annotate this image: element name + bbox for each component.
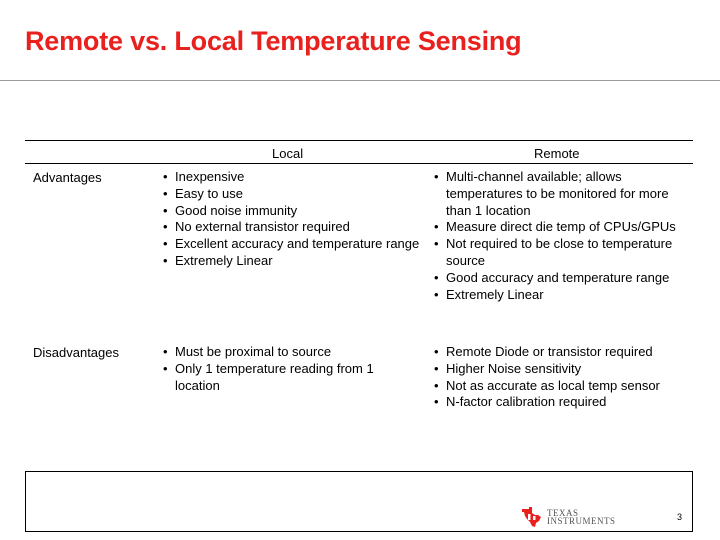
list-item: • Measure direct die temp of CPUs/GPUs: [434, 219, 692, 236]
list-item: • Higher Noise sensitivity: [434, 361, 696, 378]
list-item: • Multi-channel available; allows temperatures to be monitored for more than 1 location: [434, 169, 692, 219]
disadvantages-remote-list: [434, 344, 696, 411]
list-item: • Extremely Linear: [434, 287, 692, 304]
list-item: • Must be proximal to source: [163, 344, 413, 361]
list-item: • No external transistor required: [163, 219, 421, 236]
row-label-disadvantages: Disadvantages: [33, 345, 119, 360]
logo-text-line1: TEXAS: [547, 508, 579, 518]
list-item: • Remote Diode or transistor required: [434, 344, 696, 361]
list-item: • Good noise immunity: [163, 203, 421, 220]
texas-state-logo-icon: [520, 506, 544, 528]
row-label-advantages: Advantages: [33, 170, 102, 185]
disadvantages-local-list: [163, 344, 413, 394]
table-top-rule: [25, 140, 693, 141]
column-header-remote: Remote: [534, 146, 580, 161]
list-item: • Extremely Linear: [163, 253, 421, 270]
list-item: • N-factor calibration required: [434, 394, 696, 411]
advantages-remote-list: [434, 169, 692, 303]
list-item: • Excellent accuracy and temperature range: [163, 236, 421, 253]
ti-logo: [520, 506, 615, 528]
column-header-local: Local: [272, 146, 304, 161]
list-item: • Not as accurate as local temp sensor: [434, 378, 696, 395]
list-item: • Not required to be close to temperature source: [434, 236, 692, 270]
title-divider: [0, 80, 720, 81]
page-number: 3: [677, 512, 683, 522]
table-header-rule: [25, 163, 693, 164]
list-item: • Only 1 temperature reading from 1 location: [163, 361, 413, 395]
slide-title: Remote vs. Local Temperature Sensing: [25, 26, 522, 56]
list-item: • Easy to use: [163, 186, 421, 203]
advantages-local-list: [163, 169, 421, 270]
list-item: • Good accuracy and temperature range: [434, 270, 692, 287]
logo-text-line2: INSTRUMENTS: [547, 516, 616, 526]
list-item: • Inexpensive: [163, 169, 421, 186]
